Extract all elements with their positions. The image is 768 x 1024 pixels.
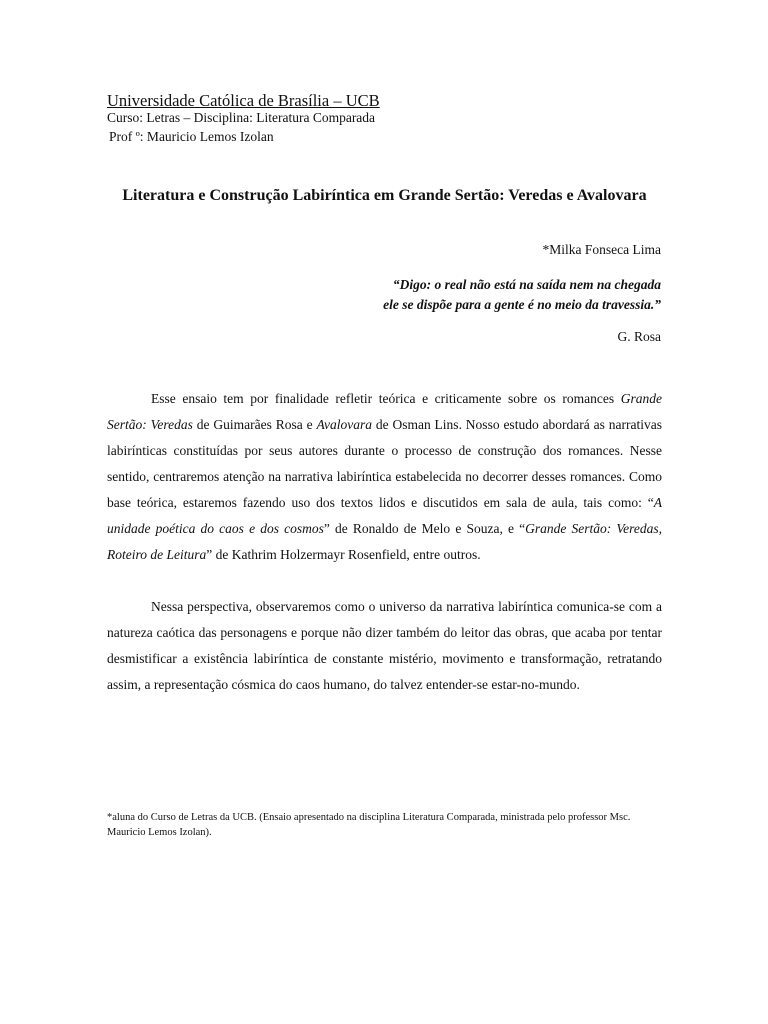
p1-italic-title-1: Grande Sertão: Veredas <box>107 391 662 432</box>
p1-text-2: de Guimarães Rosa e <box>192 417 317 432</box>
epigraph-line-1: “Digo: o real não está na saída nem na chegada <box>392 277 661 292</box>
body-paragraph-1 <box>107 386 662 568</box>
professor-line: Prof º: Mauricio Lemos Izolan <box>109 129 274 144</box>
epigraph-line-2: ele se dispõe para a gente é no meio da travessia.” <box>383 297 661 312</box>
p1-text-1: Esse ensaio tem por finalidade refletir teórica e criticamente sobre os romances <box>151 391 621 406</box>
epigraph-attribution: G. Rosa <box>617 329 661 344</box>
p1-text-4: ” de Ronaldo de Melo e Souza, e “ <box>323 521 526 536</box>
p2-text: Nessa perspectiva, observaremos como o universo da narrativa labiríntica comunica-se com a natureza caótica das personagens e porque não dizer também do leitor das obras, que acaba por tentar desmistificar a existência labiríntica de constante mistério, movimento e transformação, retratando assim, a representação cósmica do caos humano, do talvez entender-se estar-no-mundo. <box>107 599 662 692</box>
p1-text-5: ” de Kathrim Holzermayr Rosenfield, entre outros. <box>206 547 481 562</box>
footnote: *aluna do Curso de Letras da UCB. (Ensaio apresentado na disciplina Literatura Comparada, ministrada pelo professor Msc. Mauricio Lemos Izolan). <box>107 812 631 838</box>
p1-italic-title-3: A unidade poética do caos e dos cosmos <box>107 495 662 536</box>
author-name: *Milka Fonseca Lima <box>542 242 661 257</box>
p1-text-3: de Osman Lins. Nosso estudo abordará as narrativas labirínticas constituídas por seus autores durante o processo de construção dos romances. Nesse sentido, centraremos atenção na narrativa labiríntica estabelecida no decorrer desses romances. Como base teórica, estaremos fazendo uso dos textos lidos e discutidos em sala de aula, tais como: “ <box>107 417 662 510</box>
body-paragraph-2 <box>107 594 662 698</box>
epigraph-quote <box>383 275 661 315</box>
p1-italic-title-4: Grande Sertão: Veredas, Roteiro de Leitura <box>107 521 663 562</box>
course-line: Curso: Letras – Disciplina: Literatura Comparada <box>107 110 376 125</box>
p1-italic-title-2: Avalovara <box>316 417 372 432</box>
essay-title: Literatura e Construção Labiríntica em Grande Sertão: Veredas e Avalovara <box>122 187 647 204</box>
university-name: Universidade Católica de Brasília – UCB <box>107 91 380 110</box>
